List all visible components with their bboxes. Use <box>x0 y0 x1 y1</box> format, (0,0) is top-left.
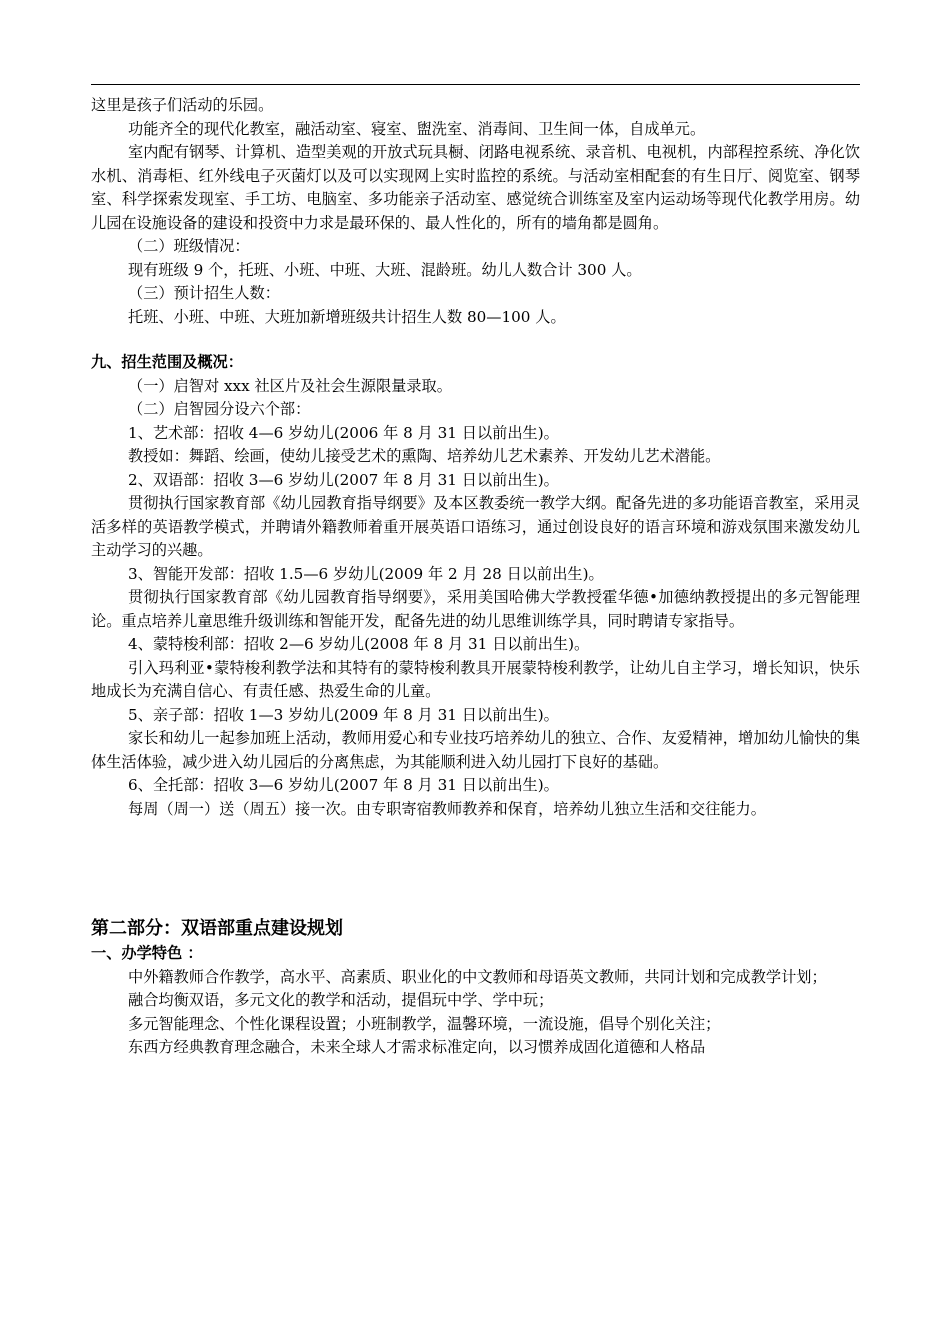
document-body <box>91 94 860 1060</box>
paragraph: 4、蒙特梭利部：招收 2—6 岁幼儿(2008 年 8 月 31 日以前出生)。 <box>128 635 590 653</box>
paragraph: （一）启智对 xxx 社区片及社会生源限量录取。 <box>128 376 452 395</box>
paragraph: 贯彻执行国家教育部《幼儿园教育指导纲要》及本区教委统一教学大纲。配备先进的多功能语音教室，采用灵活多样的英语教学模式，并聘请外籍教师着重开展英语口语练习，通过创设良好的语言环境和游戏氛围来激发幼儿主动学习的兴趣。 <box>91 494 860 559</box>
paragraph: 这里是孩子们活动的乐园。 <box>91 96 274 114</box>
paragraph: （二）启智园分设六个部： <box>128 400 311 418</box>
paragraph: （三）预计招生人数： <box>128 284 280 302</box>
part-heading: 第二部分：双语部重点建设规划 <box>91 918 343 939</box>
paragraph-group-enrollment <box>91 375 860 822</box>
paragraph: 现有班级 9 个，托班、小班、中班、大班、混龄班。幼儿人数合计 300 人。 <box>128 260 642 279</box>
paragraph: 3、智能开发部：招收 1.5—6 岁幼儿(2009 年 2 月 28 日以前出生)。 <box>128 564 604 583</box>
paragraph: 教授如：舞蹈、绘画，使幼儿接受艺术的熏陶、培养幼儿艺术素养、开发幼儿艺术潜能。 <box>128 447 721 465</box>
paragraph: 功能齐全的现代化教室，融活动室、寝室、盥洗室、消毒间、卫生间一体，自成单元。 <box>128 119 706 138</box>
subsection-heading: 一、办学特色 ： <box>91 944 203 962</box>
section-heading-enrollment: 九、招生范围及概况： <box>91 353 243 371</box>
paragraph: 家长和幼儿一起参加班上活动，教师用爱心和专业技巧培养幼儿的独立、合作、友爱精神，增加幼儿愉快的集体生活体验，减少进入幼儿园后的分离焦虑，为其能顺利进入幼儿园打下良好的基础。 <box>91 729 860 771</box>
paragraph: 1、艺术部：招收 4—6 岁幼儿(2006 年 8 月 31 日以前出生)。 <box>128 423 559 442</box>
header-rule <box>91 84 860 85</box>
paragraph-group-facilities <box>91 94 860 329</box>
paragraph: 6、全托部：招收 3—6 岁幼儿(2007 年 8 月 31 日以前出生)。 <box>128 776 559 794</box>
paragraph: 融合均衡双语，多元文化的教学和活动，提倡玩中学、学中玩； <box>128 991 554 1009</box>
paragraph: 贯彻执行国家教育部《幼儿园教育指导纲要》，采用美国哈佛大学教授霍华德•加德纳教授提出的多元智能理论。重点培养儿童思维升级训练和智能开发，配备先进的幼儿思维训练学具，同时聘请专家指导。 <box>91 588 860 630</box>
paragraph: 引入玛利亚•蒙特梭利教学法和其特有的蒙特梭利教具开展蒙特梭利教学，让幼儿自主学习，增长知识，快乐地成长为充满自信心、有责任感、热爱生命的儿童。 <box>91 658 860 700</box>
paragraph: 多元智能理念、个性化课程设置；小班制教学，温馨环境，一流设施，倡导个别化关注； <box>128 1014 721 1033</box>
paragraph: （二）班级情况： <box>128 237 250 255</box>
paragraph: 室内配有钢琴、计算机、造型美观的开放式玩具橱、闭路电视系统、录音机、电视机，内部程控系统、净化饮水机、消毒柜、红外线电子灭菌灯以及可以实现网上实时监控的系统。与活动室相配套的有生日厅、阅览室、钢琴室、科学探索发现室、手工坊、电脑室、多功能亲子活动室、感觉统合训练室及室内运动场等现代化教学用房。幼儿园在设施设备的建设和投资中力求是最环保的、最人性化的，所有的墙角都是圆角。 <box>91 143 860 232</box>
paragraph: 每周（周一）送（周五）接一次。由专职寄宿教师教养和保育，培养幼儿独立生活和交往能力。 <box>128 799 766 818</box>
paragraph: 2、双语部：招收 3—6 岁幼儿(2007 年 8 月 31 日以前出生)。 <box>128 470 559 489</box>
paragraph: 5、亲子部：招收 1—3 岁幼儿(2009 年 8 月 31 日以前出生)。 <box>128 705 559 724</box>
paragraph: 托班、小班、中班、大班加新增班级共计招生人数 80—100 人。 <box>128 307 566 326</box>
paragraph: 中外籍教师合作教学，高水平、高素质、职业化的中文教师和母语英文教师，共同计划和完成教学计划； <box>128 967 827 986</box>
spacer <box>91 329 860 351</box>
paragraph-group-features <box>91 966 860 1060</box>
spacer <box>91 821 860 915</box>
paragraph: 东西方经典教育理念融合，未来全球人才需求标准定向，以习惯养成固化道德和人格品 <box>128 1038 706 1056</box>
